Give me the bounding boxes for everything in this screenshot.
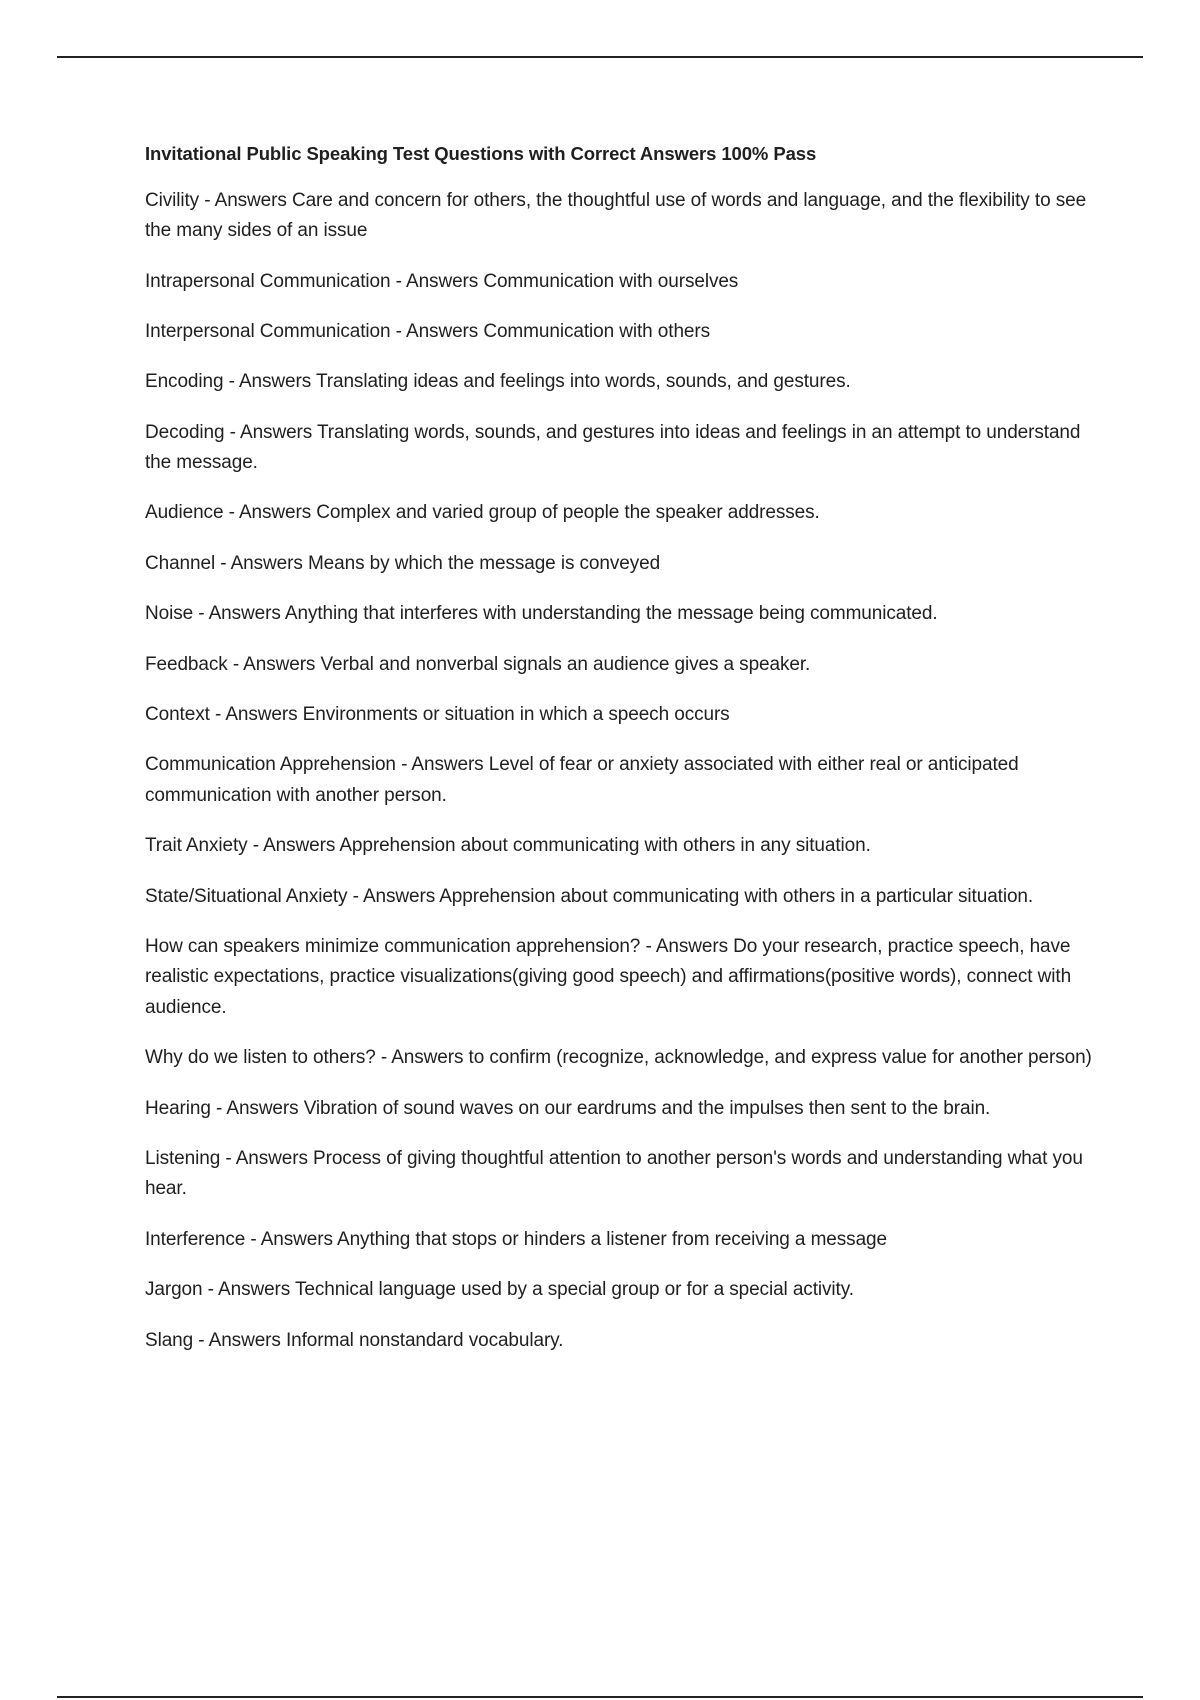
entry-decoding: Decoding - Answers Translating words, sounds, and gestures into ideas and feelings in an attempt to understand the message. — [145, 421, 1081, 474]
entry-encoding: Encoding - Answers Translating ideas and feelings into words, sounds, and gestures. — [145, 371, 851, 393]
entry-why-listen: Why do we listen to others? - Answers to confirm (recognize, acknowledge, and express value for another person) — [145, 1047, 1092, 1069]
header-rule — [57, 56, 1143, 58]
entry-trait-anxiety: Trait Anxiety - Answers Apprehension about communicating with others in any situation. — [145, 835, 871, 857]
entry-communication-apprehension: Communication Apprehension - Answers Level of fear or anxiety associated with either real or anticipated communication with another person. — [145, 754, 1019, 806]
entry-noise: Noise - Answers Anything that interferes with understanding the message being communicated. — [145, 603, 938, 625]
document-body — [145, 140, 1095, 1376]
entry-civility: Civility - Answers Care and concern for others, the thoughtful use of words and language, and the flexibility to see the many sides of an issue — [145, 189, 1087, 242]
entry-listening: Listening - Answers Process of giving thoughtful attention to another person's words and understanding what you hear. — [145, 1147, 1083, 1200]
entry-state-situational-anxiety: State/Situational Anxiety - Answers Apprehension about communicating with others in a particular situation. — [145, 885, 1034, 907]
entry-interference: Interference - Answers Anything that stops or hinders a listener from receiving a message — [145, 1228, 887, 1250]
entry-intrapersonal-communication: Intrapersonal Communication - Answers Communication with ourselves — [145, 270, 739, 292]
document-title: Invitational Public Speaking Test Questions with Correct Answers 100% Pass — [145, 143, 817, 164]
entry-minimize-apprehension: How can speakers minimize communication apprehension? - Answers Do your research, practice speech, have realistic expectations, practice visualizations(giving good speech) and affirmations(positive words), connect with audience. — [145, 936, 1072, 1018]
entry-hearing: Hearing - Answers Vibration of sound waves on our eardrums and the impulses then sent to the brain. — [145, 1097, 991, 1119]
entry-slang: Slang - Answers Informal nonstandard vocabulary. — [145, 1329, 564, 1351]
entry-jargon: Jargon - Answers Technical language used by a special group or for a special activity. — [145, 1279, 854, 1301]
entry-audience: Audience - Answers Complex and varied group of people the speaker addresses. — [145, 502, 820, 524]
entry-channel: Channel - Answers Means by which the message is conveyed — [145, 552, 661, 574]
footer-rule — [57, 1696, 1143, 1698]
entry-feedback: Feedback - Answers Verbal and nonverbal signals an audience gives a speaker. — [145, 653, 811, 675]
entry-context: Context - Answers Environments or situation in which a speech occurs — [145, 704, 730, 726]
entry-interpersonal-communication: Interpersonal Communication - Answers Communication with others — [145, 320, 710, 342]
